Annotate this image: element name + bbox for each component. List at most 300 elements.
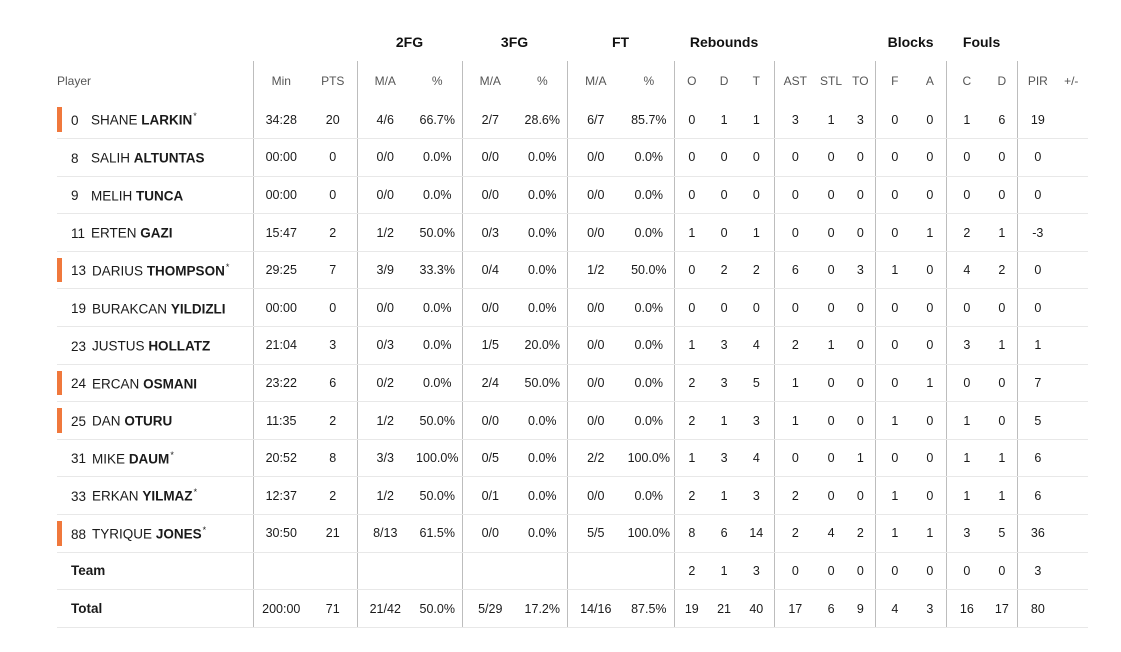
cell-reb-d: 0 [709, 289, 739, 327]
player-row[interactable] [57, 139, 1088, 177]
player-number: 25 [71, 413, 87, 429]
cell-min: 34:28 [253, 101, 309, 139]
cell-pir: 19 [1017, 101, 1058, 139]
player-last-name: LARKIN [141, 112, 193, 128]
cell-blk-a: 0 [914, 439, 946, 477]
player-last-name: YILDIZLI [170, 301, 226, 317]
cell-pir: 0 [1017, 289, 1058, 327]
cell-plus-minus [1058, 327, 1088, 365]
cell-to: 0 [846, 139, 875, 177]
cell-ft-ma: 0/0 [567, 289, 624, 327]
col-header-min: Min [253, 61, 309, 101]
cell-reb-d: 2 [709, 251, 739, 289]
player-cell[interactable] [57, 289, 253, 327]
cell-pts: 20 [309, 101, 357, 139]
group-header-empty [1017, 23, 1088, 61]
player-row[interactable] [57, 251, 1088, 289]
team-cell-2fg-ma [357, 552, 413, 590]
player-first-name: ERCAN [92, 376, 140, 392]
cell-ft-pct: 100.0% [624, 439, 674, 477]
cell-blk-f: 0 [875, 176, 914, 214]
group-header-empty [57, 23, 253, 61]
team-cell-pir: 3 [1017, 552, 1058, 590]
col-header-blk-f: F [875, 61, 914, 101]
cell-2fg-ma: 3/3 [357, 439, 413, 477]
cell-ft-pct: 0.0% [624, 364, 674, 402]
col-header-blk-a: A [925, 74, 934, 88]
cell-ft-pct: 0.0% [624, 402, 674, 440]
cell-3fg-ma: 2/4 [462, 364, 518, 402]
cell-ft-ma: 0/0 [567, 327, 624, 365]
cell-pir: 0 [1017, 251, 1058, 289]
player-row[interactable] [57, 439, 1088, 477]
total-cell-to: 9 [846, 590, 875, 628]
cell-pts: 0 [309, 176, 357, 214]
cell-3fg-pct: 0.0% [518, 439, 567, 477]
cell-min: 00:00 [253, 139, 309, 177]
col-header-2fg-ma: M/A [357, 61, 413, 101]
cell-foul-c: 3 [946, 515, 987, 553]
cell-plus-minus [1058, 402, 1088, 440]
col-header-foul-d: D [997, 74, 1007, 88]
cell-2fg-ma: 1/2 [357, 477, 413, 515]
cell-reb-o: 1 [674, 327, 709, 365]
col-header-reb-d: D [719, 74, 729, 88]
cell-foul-c: 0 [946, 176, 987, 214]
cell-ast: 1 [774, 364, 816, 402]
cell-2fg-pct: 33.3% [413, 251, 462, 289]
cell-reb-o: 2 [674, 364, 709, 402]
cell-stl: 0 [816, 251, 846, 289]
col-header-ast: AST [774, 61, 816, 101]
cell-ft-ma: 0/0 [567, 402, 624, 440]
cell-pir: -3 [1017, 214, 1058, 252]
player-row[interactable] [57, 364, 1088, 402]
total-row [57, 590, 1088, 628]
cell-foul-d: 0 [987, 176, 1017, 214]
cell-2fg-pct: 0.0% [413, 327, 462, 365]
cell-ast: 2 [774, 477, 816, 515]
player-last-name: OSMANI [143, 376, 198, 392]
cell-3fg-ma: 0/0 [462, 402, 518, 440]
col-header-pir: PIR [1017, 61, 1058, 101]
cell-3fg-pct: 20.0% [518, 327, 567, 365]
cell-3fg-pct: 28.6% [518, 101, 567, 139]
player-cell[interactable] [57, 402, 253, 440]
player-first-name: SHANE [91, 112, 138, 128]
team-cell-3fg-pct [518, 552, 567, 590]
cell-reb-t: 3 [739, 477, 774, 515]
team-label: Team [71, 563, 106, 579]
cell-stl: 1 [816, 327, 846, 365]
cell-blk-a: 0 [914, 101, 946, 139]
cell-3fg-pct: 0.0% [518, 139, 567, 177]
cell-foul-d: 1 [987, 477, 1017, 515]
cell-foul-d: 6 [987, 101, 1017, 139]
cell-to: 3 [846, 251, 875, 289]
cell-pir: 5 [1017, 402, 1058, 440]
cell-blk-f: 0 [875, 289, 914, 327]
cell-2fg-pct: 0.0% [413, 364, 462, 402]
cell-reb-t: 1 [739, 214, 774, 252]
cell-blk-f: 0 [875, 364, 914, 402]
total-label-cell [57, 590, 253, 628]
player-cell[interactable] [57, 439, 253, 477]
total-cell-3fg-pct: 17.2% [518, 590, 567, 628]
col-header-3fg-ma: M/A [462, 61, 518, 101]
cell-plus-minus [1058, 515, 1088, 553]
cell-3fg-ma: 0/4 [462, 251, 518, 289]
cell-reb-d: 6 [709, 515, 739, 553]
team-cell-to: 0 [846, 552, 875, 590]
group-header-fouls: Fouls [962, 34, 1001, 50]
group-header-empty [253, 23, 357, 61]
total-label: Total [71, 601, 103, 617]
cell-plus-minus [1058, 289, 1088, 327]
cell-2fg-pct: 50.0% [413, 477, 462, 515]
cell-stl: 0 [816, 176, 846, 214]
col-header-ft-pct: % [643, 74, 655, 88]
cell-ast: 0 [774, 139, 816, 177]
player-last-name: YILMAZ [142, 488, 193, 504]
cell-foul-c: 4 [946, 251, 987, 289]
total-cell-blk-f: 4 [875, 590, 914, 628]
cell-2fg-ma: 3/9 [357, 251, 413, 289]
cell-3fg-ma: 1/5 [462, 327, 518, 365]
cell-reb-t: 0 [739, 289, 774, 327]
cell-blk-f: 0 [875, 101, 914, 139]
cell-ft-ma: 6/7 [567, 101, 624, 139]
player-number: 13 [71, 263, 87, 279]
team-cell-ft-ma [567, 552, 624, 590]
cell-ft-pct: 0.0% [624, 139, 674, 177]
cell-2fg-pct: 0.0% [413, 176, 462, 214]
cell-pts: 7 [309, 251, 357, 289]
cell-ft-pct: 0.0% [624, 289, 674, 327]
team-cell-ft-pct [624, 552, 674, 590]
team-cell-foul-d: 0 [987, 552, 1017, 590]
cell-plus-minus [1058, 251, 1088, 289]
cell-reb-d: 3 [709, 439, 739, 477]
player-number: 19 [71, 301, 87, 317]
player-row[interactable] [57, 101, 1088, 139]
cell-pir: 7 [1017, 364, 1058, 402]
cell-foul-c: 0 [946, 364, 987, 402]
cell-2fg-ma: 0/2 [357, 364, 413, 402]
cell-ft-ma: 2/2 [567, 439, 624, 477]
cell-foul-d: 1 [987, 327, 1017, 365]
player-cell[interactable] [57, 477, 253, 515]
total-cell-foul-c: 16 [946, 590, 987, 628]
cell-2fg-pct: 66.7% [413, 101, 462, 139]
cell-foul-d: 0 [987, 402, 1017, 440]
player-row[interactable] [57, 515, 1088, 553]
cell-reb-o: 1 [674, 439, 709, 477]
total-cell-min: 200:00 [253, 590, 309, 628]
cell-foul-d: 1 [987, 439, 1017, 477]
team-row [57, 552, 1088, 590]
cell-pts: 8 [309, 439, 357, 477]
cell-stl: 0 [816, 214, 846, 252]
cell-blk-a: 1 [914, 364, 946, 402]
starter-marker [57, 408, 62, 433]
total-cell-ast: 17 [774, 590, 816, 628]
team-label-cell [57, 552, 253, 590]
cell-to: 1 [846, 439, 875, 477]
cell-2fg-ma: 0/0 [357, 289, 413, 327]
cell-foul-d: 1 [987, 214, 1017, 252]
cell-to: 0 [846, 176, 875, 214]
team-cell-foul-c: 0 [946, 552, 987, 590]
player-first-name: MIKE [92, 451, 126, 467]
player-row[interactable] [57, 327, 1088, 365]
total-cell-stl: 6 [816, 590, 846, 628]
total-cell-reb-o: 19 [674, 590, 709, 628]
cell-reb-o: 1 [674, 214, 709, 252]
cell-to: 3 [846, 101, 875, 139]
player-first-name: BURAKCAN [92, 301, 168, 317]
cell-foul-c: 2 [946, 214, 987, 252]
cell-ast: 0 [774, 176, 816, 214]
cell-blk-f: 1 [875, 251, 914, 289]
cell-pir: 0 [1017, 139, 1058, 177]
cell-2fg-ma: 1/2 [357, 214, 413, 252]
cell-foul-c: 3 [946, 327, 987, 365]
total-cell-pir: 80 [1017, 590, 1058, 628]
player-row[interactable] [57, 176, 1088, 214]
player-last-name: GAZI [140, 225, 173, 241]
cell-stl: 0 [816, 139, 846, 177]
player-number: 9 [71, 188, 79, 204]
col-header-player: Player [57, 74, 92, 88]
cell-reb-o: 0 [674, 251, 709, 289]
cell-pts: 21 [309, 515, 357, 553]
cell-ft-ma: 0/0 [567, 477, 624, 515]
player-number: 24 [71, 376, 87, 392]
cell-pir: 0 [1017, 176, 1058, 214]
cell-pts: 0 [309, 289, 357, 327]
cell-3fg-pct: 0.0% [518, 515, 567, 553]
player-number: 8 [71, 150, 79, 166]
cell-pts: 6 [309, 364, 357, 402]
total-cell-ft-pct: 87.5% [624, 590, 674, 628]
cell-foul-c: 1 [946, 101, 987, 139]
cell-reb-o: 0 [674, 176, 709, 214]
total-cell-reb-t: 40 [739, 590, 774, 628]
cell-reb-t: 1 [739, 101, 774, 139]
cell-3fg-ma: 0/0 [462, 176, 518, 214]
group-header-ft: FT [611, 34, 630, 50]
cell-reb-d: 0 [709, 139, 739, 177]
cell-min: 12:37 [253, 477, 309, 515]
player-cell[interactable] [57, 364, 253, 402]
player-row[interactable] [57, 477, 1088, 515]
total-cell-2fg-ma: 21/42 [357, 590, 413, 628]
col-header-foul-c: C [946, 61, 987, 101]
total-cell-ft-ma: 14/16 [567, 590, 624, 628]
cell-pir: 1 [1017, 327, 1058, 365]
cell-pts: 2 [309, 214, 357, 252]
cell-ft-pct: 0.0% [624, 327, 674, 365]
cell-to: 0 [846, 402, 875, 440]
boxscore-table [57, 23, 1088, 628]
cell-stl: 0 [816, 289, 846, 327]
player-number: 33 [71, 488, 87, 504]
cell-to: 0 [846, 327, 875, 365]
player-last-name: OTURU [124, 413, 173, 429]
total-cell-reb-d: 21 [709, 590, 739, 628]
cell-ft-pct: 100.0% [624, 515, 674, 553]
cell-2fg-ma: 1/2 [357, 402, 413, 440]
cell-2fg-pct: 50.0% [413, 214, 462, 252]
cell-reb-t: 2 [739, 251, 774, 289]
cell-blk-f: 1 [875, 477, 914, 515]
group-header-blocks: Blocks [887, 34, 934, 50]
cell-2fg-ma: 0/0 [357, 176, 413, 214]
cell-reb-o: 2 [674, 402, 709, 440]
cell-2fg-ma: 4/6 [357, 101, 413, 139]
cell-ft-ma: 5/5 [567, 515, 624, 553]
player-star-mark: * [225, 261, 230, 272]
cell-3fg-pct: 0.0% [518, 289, 567, 327]
cell-blk-a: 1 [914, 515, 946, 553]
total-cell-plus-minus [1058, 590, 1088, 628]
cell-ft-ma: 0/0 [567, 139, 624, 177]
col-header-to: TO [852, 74, 869, 88]
cell-stl: 0 [816, 402, 846, 440]
player-cell[interactable] [57, 101, 253, 139]
cell-foul-c: 1 [946, 402, 987, 440]
player-last-name: ALTUNTAS [133, 150, 205, 166]
cell-2fg-ma: 0/0 [357, 139, 413, 177]
cell-reb-t: 0 [739, 139, 774, 177]
player-first-name: MELIH [91, 188, 133, 204]
cell-reb-d: 3 [709, 327, 739, 365]
player-row[interactable] [57, 289, 1088, 327]
cell-pir: 6 [1017, 439, 1058, 477]
cell-ft-pct: 0.0% [624, 477, 674, 515]
column-header-row [57, 61, 1088, 101]
cell-blk-a: 0 [914, 139, 946, 177]
cell-stl: 4 [816, 515, 846, 553]
player-first-name: SALIH [91, 150, 131, 166]
col-header-3fg-pct: % [536, 74, 548, 88]
player-cell[interactable] [57, 251, 253, 289]
cell-foul-d: 2 [987, 251, 1017, 289]
player-number: 31 [71, 451, 87, 467]
cell-to: 0 [846, 364, 875, 402]
cell-min: 00:00 [253, 289, 309, 327]
cell-to: 0 [846, 214, 875, 252]
player-last-name: HOLLATZ [148, 338, 211, 354]
cell-blk-a: 0 [914, 289, 946, 327]
cell-blk-a: 0 [914, 477, 946, 515]
player-last-name: TUNCA [136, 188, 184, 204]
player-cell[interactable] [57, 139, 253, 177]
cell-ft-ma: 0/0 [567, 214, 624, 252]
total-cell-blk-a: 3 [914, 590, 946, 628]
cell-foul-c: 1 [946, 477, 987, 515]
group-header-rebounds: Rebounds [689, 34, 759, 50]
cell-pts: 2 [309, 477, 357, 515]
cell-3fg-pct: 0.0% [518, 251, 567, 289]
cell-stl: 1 [816, 101, 846, 139]
player-row[interactable] [57, 402, 1088, 440]
cell-blk-a: 1 [914, 214, 946, 252]
cell-ft-pct: 0.0% [624, 176, 674, 214]
cell-plus-minus [1058, 439, 1088, 477]
player-star-mark: * [202, 525, 207, 536]
cell-3fg-ma: 0/5 [462, 439, 518, 477]
cell-reb-o: 8 [674, 515, 709, 553]
cell-ft-pct: 85.7% [624, 101, 674, 139]
player-cell[interactable] [57, 176, 253, 214]
cell-3fg-ma: 2/7 [462, 101, 518, 139]
player-number: 23 [71, 338, 87, 354]
col-header-2fg-pct: % [431, 74, 443, 88]
cell-3fg-ma: 0/1 [462, 477, 518, 515]
cell-pts: 0 [309, 139, 357, 177]
cell-foul-c: 0 [946, 289, 987, 327]
cell-foul-c: 0 [946, 139, 987, 177]
cell-2fg-pct: 100.0% [413, 439, 462, 477]
cell-2fg-ma: 8/13 [357, 515, 413, 553]
cell-ast: 1 [774, 402, 816, 440]
cell-blk-f: 1 [875, 402, 914, 440]
cell-ft-ma: 0/0 [567, 176, 624, 214]
group-header-2fg: 2FG [395, 34, 424, 50]
player-number: 88 [71, 526, 87, 542]
total-cell-pts: 71 [309, 590, 357, 628]
cell-3fg-pct: 0.0% [518, 214, 567, 252]
player-row[interactable] [57, 214, 1088, 252]
boxscore-body [57, 101, 1088, 627]
cell-reb-t: 5 [739, 364, 774, 402]
player-star-mark: * [170, 449, 174, 460]
cell-min: 29:25 [253, 251, 309, 289]
col-header-ft-ma: M/A [567, 61, 624, 101]
player-last-name: DAUM [128, 451, 170, 467]
player-cell[interactable] [57, 327, 253, 365]
cell-stl: 0 [816, 477, 846, 515]
cell-reb-o: 0 [674, 289, 709, 327]
cell-reb-d: 1 [709, 101, 739, 139]
player-cell[interactable] [57, 214, 253, 252]
cell-2fg-pct: 50.0% [413, 402, 462, 440]
player-last-name: THOMPSON [146, 263, 225, 279]
cell-pir: 6 [1017, 477, 1058, 515]
cell-3fg-ma: 0/0 [462, 515, 518, 553]
cell-blk-f: 1 [875, 515, 914, 553]
cell-stl: 0 [816, 439, 846, 477]
cell-2fg-pct: 0.0% [413, 139, 462, 177]
team-cell-pts [309, 552, 357, 590]
cell-foul-d: 0 [987, 289, 1017, 327]
cell-3fg-ma: 0/3 [462, 214, 518, 252]
team-cell-reb-o: 2 [674, 552, 709, 590]
player-cell[interactable] [57, 515, 253, 553]
cell-3fg-pct: 0.0% [518, 176, 567, 214]
cell-3fg-pct: 0.0% [518, 477, 567, 515]
cell-3fg-pct: 50.0% [518, 364, 567, 402]
starter-marker [57, 371, 62, 396]
total-cell-2fg-pct: 50.0% [413, 590, 462, 628]
cell-ast: 6 [774, 251, 816, 289]
col-header-pts: PTS [321, 74, 345, 88]
team-cell-blk-a: 0 [914, 552, 946, 590]
cell-2fg-pct: 0.0% [413, 289, 462, 327]
cell-ast: 3 [774, 101, 816, 139]
